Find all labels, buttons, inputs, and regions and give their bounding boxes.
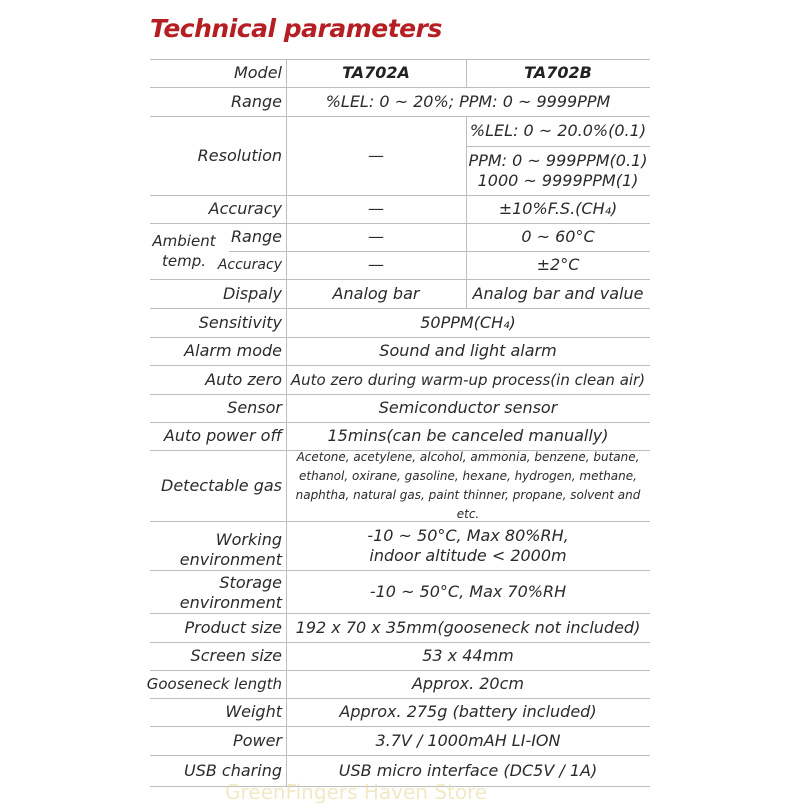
auto-power-off-label: Auto power off	[163, 426, 282, 445]
ambient-accuracy-b: ±2°C	[536, 255, 580, 274]
storage-env-value: -10 ~ 50°C, Max 70%RH	[369, 581, 567, 601]
sensor-value: Semiconductor sensor	[378, 398, 558, 417]
ambient-label-line1: Ambient	[152, 232, 216, 250]
screen-size-value: 53 x 44mm	[422, 646, 514, 665]
auto-zero-label: Auto zero	[205, 369, 282, 389]
ambient-label-line2: temp.	[161, 252, 206, 270]
weight-value: Approx. 275g (battery included)	[339, 702, 597, 721]
product-size-value: 192 x 70 x 35mm(gooseneck not included)	[295, 617, 641, 637]
resolution-b-lel: %LEL: 0 ~ 20.0%(0.1)	[469, 121, 647, 140]
resolution-b-ppm	[466, 146, 650, 195]
detectable-gas-line1: Acetone, acetylene, alcohol, ammonia, benzene, butane,	[296, 449, 640, 464]
ambient-label	[150, 223, 218, 279]
working-env-label-line1: Working	[215, 530, 282, 549]
auto-power-off-value: 15mins(can be canceled manually)	[327, 426, 609, 445]
range-label: Range	[230, 91, 282, 111]
sensor-label: Sensor	[227, 398, 282, 417]
model-a: TA702A	[342, 63, 410, 82]
weight-label: Weight	[225, 702, 282, 721]
accuracy-label: Accuracy	[208, 199, 282, 218]
watermark: GreenFingers Haven Store	[225, 780, 488, 804]
ambient-range-a: —	[368, 227, 384, 246]
alarm-mode-value: Sound and light alarm	[379, 341, 557, 360]
model-b: TA702B	[524, 63, 592, 82]
accuracy-a: —	[368, 199, 384, 218]
sensitivity-label: Sensitivity	[198, 312, 282, 332]
usb-value: USB micro interface (DC5V / 1A)	[338, 760, 598, 780]
range-value: %LEL: 0 ~ 20%; PPM: 0 ~ 9999PPM	[325, 91, 611, 111]
storage-env-label-line1: Storage	[219, 573, 282, 592]
working-env-line1: -10 ~ 50°C, Max 80%RH,	[367, 525, 569, 545]
sensitivity-value: 50PPM(CH₄)	[420, 312, 516, 332]
storage-env-label	[150, 570, 286, 613]
working-env-label	[150, 521, 286, 570]
page-title: Technical parameters	[150, 14, 442, 43]
ambient-accuracy-a: —	[368, 255, 384, 274]
display-a: Analog bar	[332, 283, 420, 303]
storage-env-label-line2: environment	[179, 593, 282, 612]
resolution-label: Resolution	[197, 145, 282, 165]
ambient-range-b: 0 ~ 60°C	[521, 227, 595, 246]
resolution-a: —	[368, 145, 384, 165]
detectable-gas-label: Detectable gas	[161, 475, 282, 495]
ambient-range-label: Range	[230, 227, 282, 246]
detectable-gas-value	[286, 450, 650, 521]
usb-label: USB charing	[184, 760, 282, 780]
working-env-label-line2: environment	[179, 550, 282, 569]
display-b: Analog bar and value	[472, 283, 644, 303]
header-label: Model	[233, 63, 282, 82]
resolution-b-ppm-line2: 1000 ~ 9999PPM(1)	[477, 170, 639, 190]
detectable-gas-line3: naphtha, natural gas, paint thinner, propane, solvent and etc.	[295, 487, 641, 521]
ambient-accuracy-label: Accuracy	[217, 257, 282, 273]
power-label: Power	[233, 730, 282, 750]
working-env-line2: indoor altitude < 2000m	[369, 545, 567, 565]
gooseneck-label: Gooseneck length	[146, 675, 282, 693]
resolution-b-ppm-line1: PPM: 0 ~ 999PPM(0.1)	[468, 150, 648, 170]
display-label: Dispaly	[223, 283, 282, 303]
alarm-mode-label: Alarm mode	[184, 341, 282, 360]
power-value: 3.7V / 1000mAH LI-ION	[375, 730, 561, 750]
gooseneck-value: Approx. 20cm	[411, 674, 524, 693]
detectable-gas-line2: ethanol, oxirane, gasoline, hexane, hydrogen, methane,	[299, 468, 637, 483]
spec-table	[146, 59, 650, 787]
accuracy-b: ±10%F.S.(CH₄)	[498, 199, 618, 218]
product-size-label: Product size	[184, 617, 282, 637]
screen-size-label: Screen size	[190, 646, 282, 665]
working-env-value	[286, 521, 650, 570]
auto-zero-value: Auto zero during warm-up process(in clean air)	[290, 370, 646, 389]
